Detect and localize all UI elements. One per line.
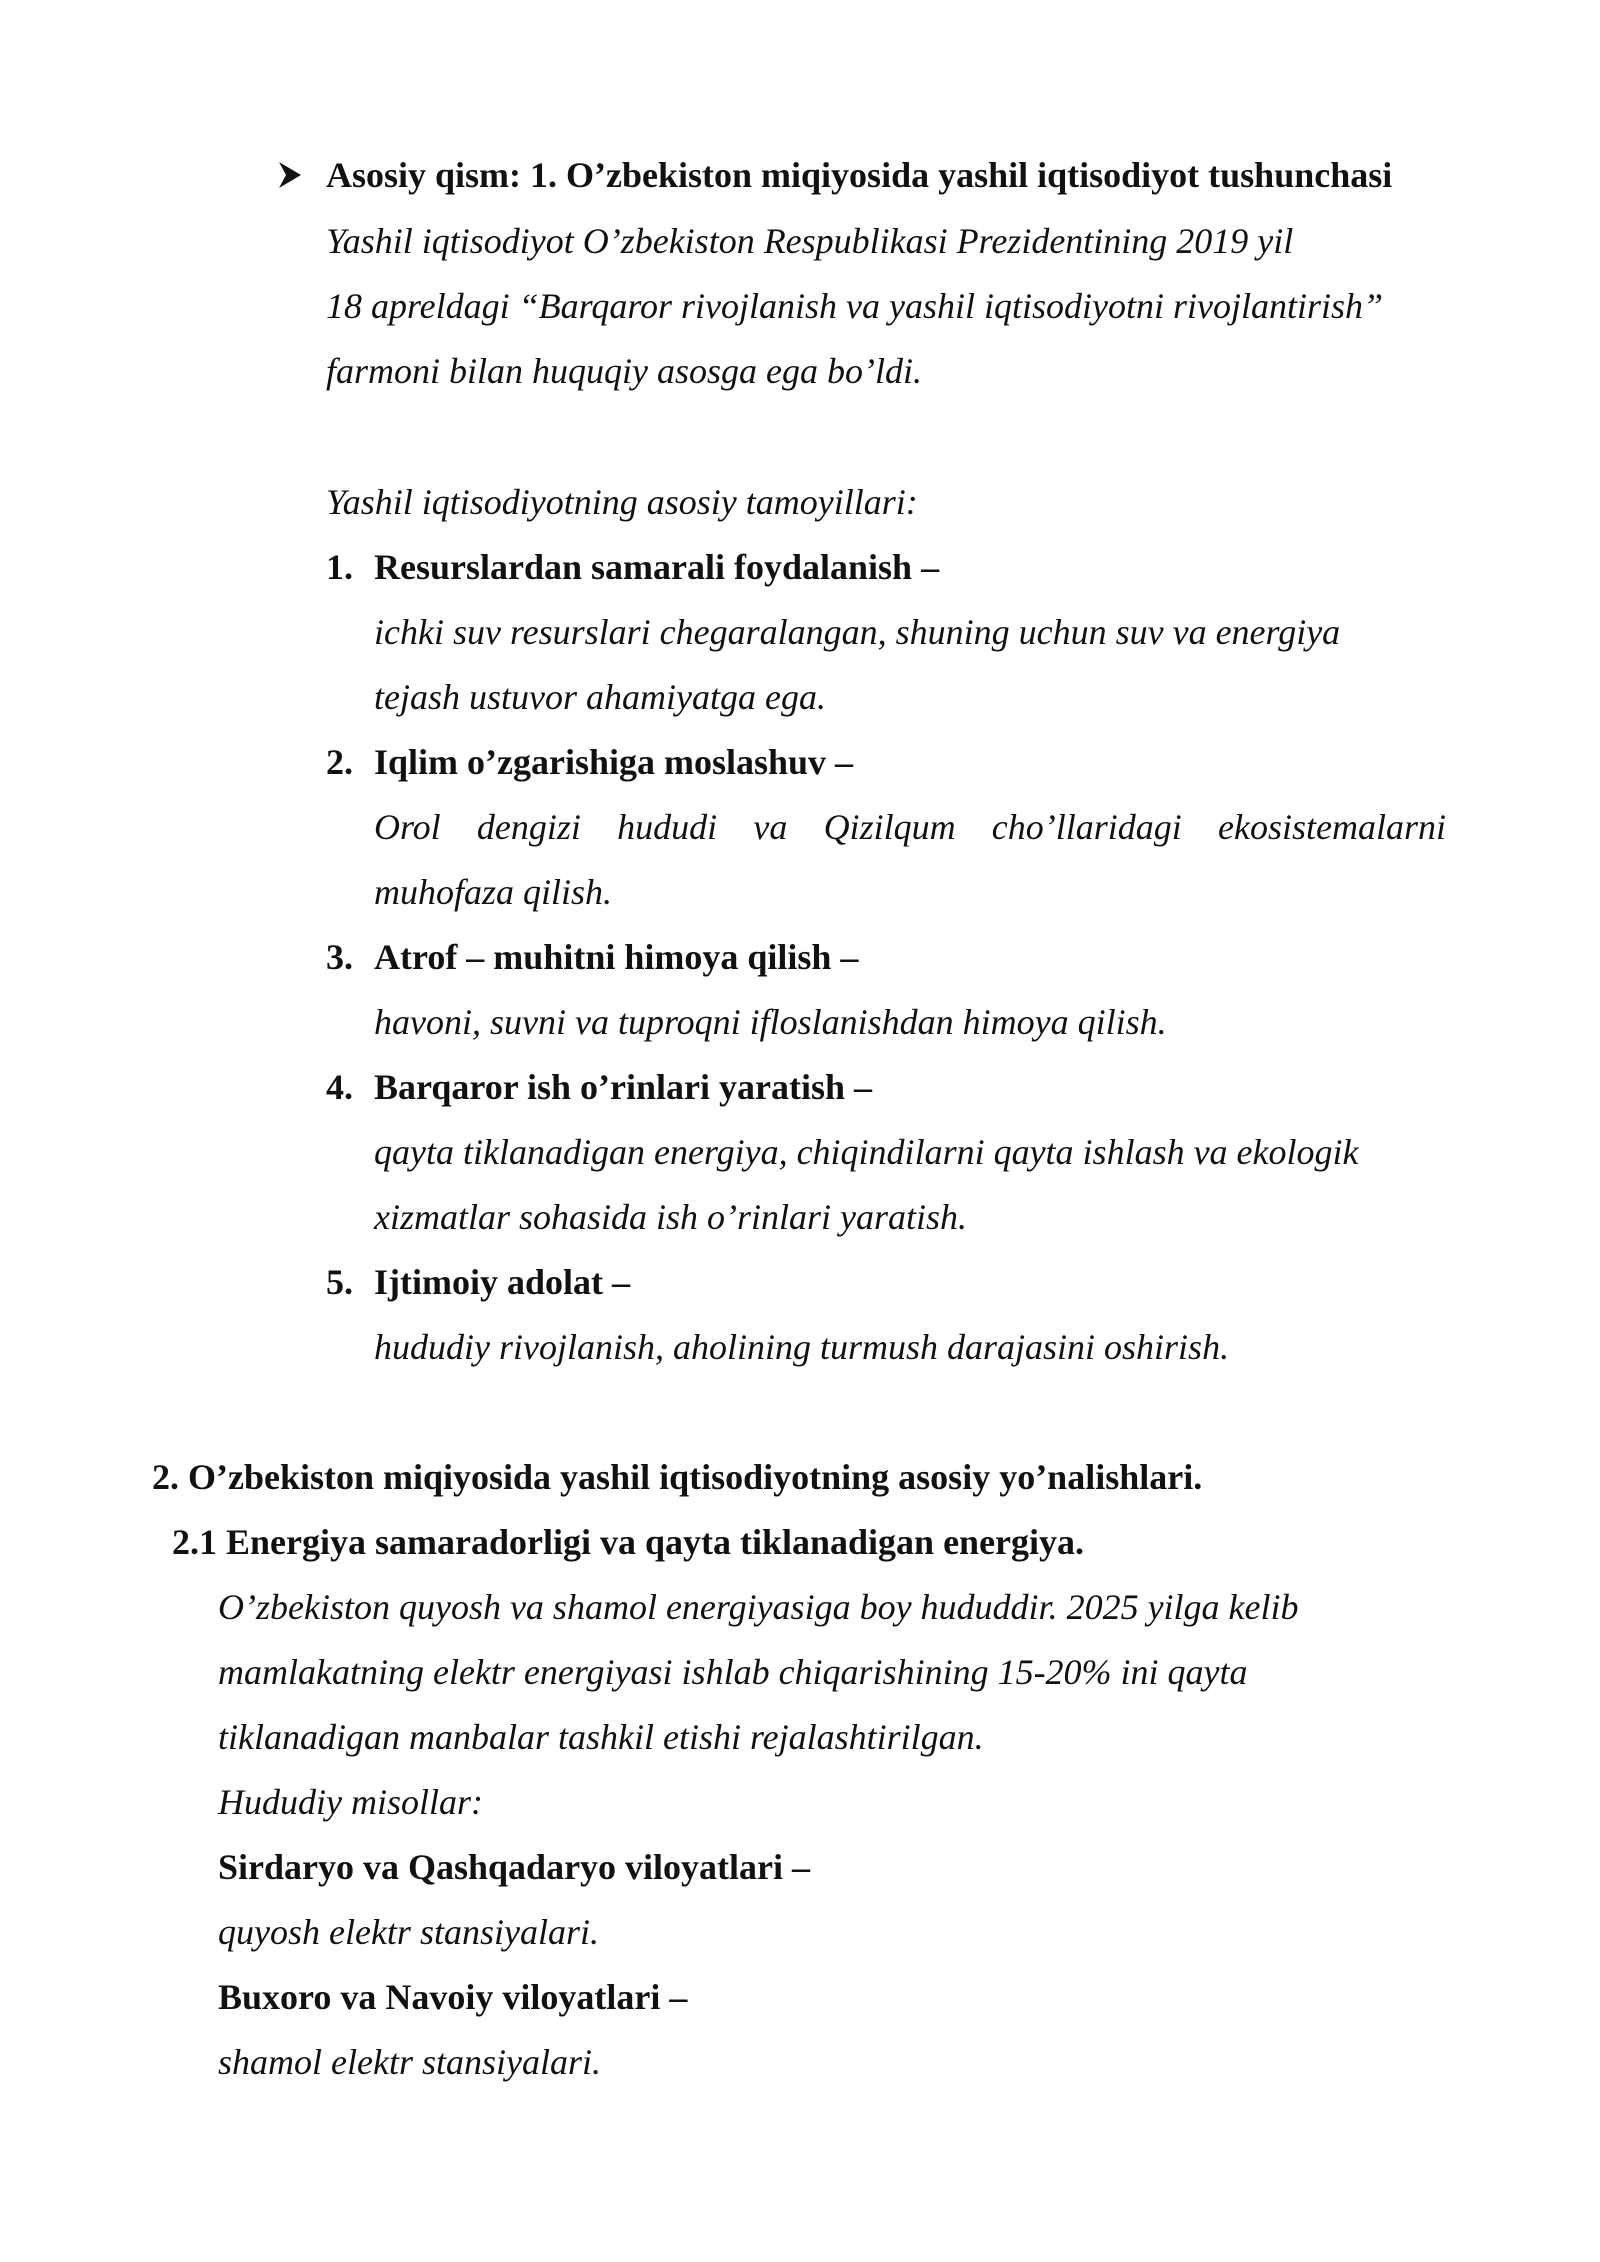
section-text: mamlakatning elektr energiyasi ishlab chiqarishining 15-20% ini qayta — [218, 1652, 1248, 1692]
example-desc: shamol elektr stansiyalari. — [218, 2042, 601, 2082]
subsection-heading: 2.1 Energiya samaradorligi va qayta tiklanadigan energiya. — [172, 1522, 1085, 1562]
list-item-title: Barqaror ish o’rinlari yaratish – — [374, 1067, 873, 1107]
principles-title: Yashil iqtisodiyotning asosiy tamoyillari: — [326, 482, 918, 522]
section-text: O’zbekiston quyosh va shamol energiyasiga boy hududdir. 2025 yilga kelib — [218, 1587, 1299, 1627]
list-item-text: havoni, suvni va tuproqni ifloslanishdan himoya qilish. — [374, 1002, 1167, 1042]
example-region: Buxoro va Navoiy viloyatlari – — [218, 1977, 688, 2017]
list-item-number: 5. — [326, 1262, 353, 1302]
arrow-bullet-icon — [277, 160, 303, 190]
list-item-text: muhofaza qilish. — [374, 872, 613, 912]
list-item-number: 3. — [326, 937, 353, 977]
list-item-title: Iqlim o’zgarishiga moslashuv – — [374, 742, 854, 782]
list-item-title: Atrof – muhitni himoya qilish – — [374, 937, 859, 977]
list-item-number: 4. — [326, 1067, 353, 1107]
intro-line-3: farmoni bilan huquqiy asosga ega bo’ldi. — [326, 351, 922, 391]
intro-line-2: 18 apreldagi “Barqaror rivojlanish va yashil iqtisodiyotni rivojlantirish” — [326, 286, 1384, 326]
list-item-text: xizmatlar sohasida ish o’rinlari yaratish. — [374, 1197, 968, 1237]
list-item-number: 2. — [326, 742, 353, 782]
main-heading: Asosiy qism: 1. O’zbekiston miqiyosida yashil iqtisodiyot tushunchasi — [326, 155, 1393, 195]
list-item-text: qayta tiklanadigan energiya, chiqindilarni qayta ishlash va ekologik — [374, 1132, 1359, 1172]
example-region: Sirdaryo va Qashqadaryo viloyatlari – — [218, 1847, 811, 1887]
list-item-text: tejash ustuvor ahamiyatga ega. — [374, 677, 826, 717]
list-item-title: Ijtimoiy adolat – — [374, 1262, 630, 1302]
section-heading: 2. O’zbekiston miqiyosida yashil iqtisodiyotning asosiy yo’nalishlari. — [152, 1457, 1203, 1497]
list-item-text: ichki suv resurslari chegaralangan, shuning uchun suv va energiya — [374, 612, 1341, 652]
list-item-title: Resurslardan samarali foydalanish – — [374, 547, 940, 587]
section-text: tiklanadigan manbalar tashkil etishi rejalashtirilgan. — [218, 1717, 984, 1757]
list-item-text: Orol dengizi hududi va Qizilqum cho’llaridagi ekosistemalarni — [374, 807, 1446, 847]
intro-line-1: Yashil iqtisodiyot O’zbekiston Respublikasi Prezidentining 2019 yil — [326, 221, 1294, 261]
list-item-text: hududiy rivojlanish, aholining turmush darajasini oshirish. — [374, 1327, 1230, 1367]
list-item-number: 1. — [326, 547, 353, 587]
examples-title: Hududiy misollar: — [218, 1782, 483, 1822]
example-desc: quyosh elektr stansiyalari. — [218, 1912, 599, 1952]
